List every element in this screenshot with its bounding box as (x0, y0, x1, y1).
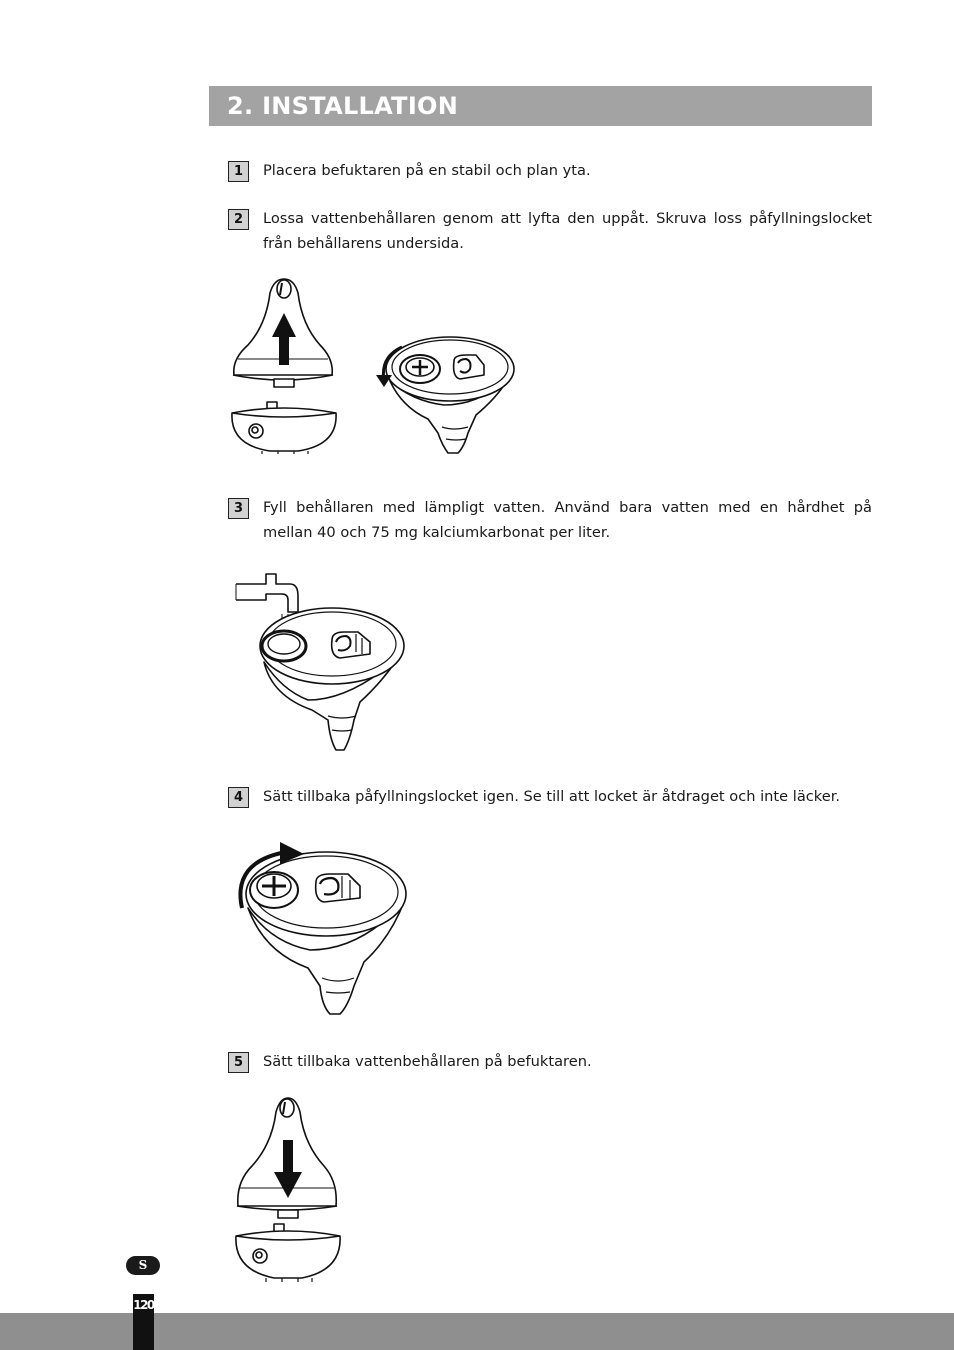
section-title: 2. INSTALLATION (227, 92, 459, 120)
tap-filling-tank-illustration (232, 570, 410, 756)
tank-unscrew-cap-illustration (372, 335, 518, 459)
step-2-text: Lossa vattenbehållaren genom att lyfta den uppåt. Skruva loss påfyllningslocket från behållarens undersida. (263, 210, 872, 252)
step-3-text: Fyll behållaren med lämpligt vatten. Använd bara vatten med en hårdhet på mellan 40 och 75 mg kalciumkarbonat per liter. (263, 499, 872, 541)
step-1-text: Placera befuktaren på en stabil och plan yta. (263, 162, 591, 179)
language-badge: S (126, 1256, 160, 1275)
section-title-bar (209, 86, 872, 126)
step-2-number: 2 (228, 209, 249, 230)
step-4-text: Sätt tillbaka påfyllningslocket igen. Se till att locket är åtdraget och inte läcker. (263, 788, 840, 805)
tank-screw-cap-illustration (230, 838, 410, 1018)
step-3-number: 3 (228, 498, 249, 519)
step-1-number: 1 (228, 161, 249, 182)
page-number: 120 (133, 1294, 154, 1350)
humidifier-lift-up-illustration (228, 275, 340, 455)
humidifier-place-down-illustration (232, 1094, 344, 1284)
step-5-number: 5 (228, 1052, 249, 1073)
step-4-number: 4 (228, 787, 249, 808)
step-5-text: Sätt tillbaka vattenbehållaren på befuktaren. (263, 1053, 592, 1070)
